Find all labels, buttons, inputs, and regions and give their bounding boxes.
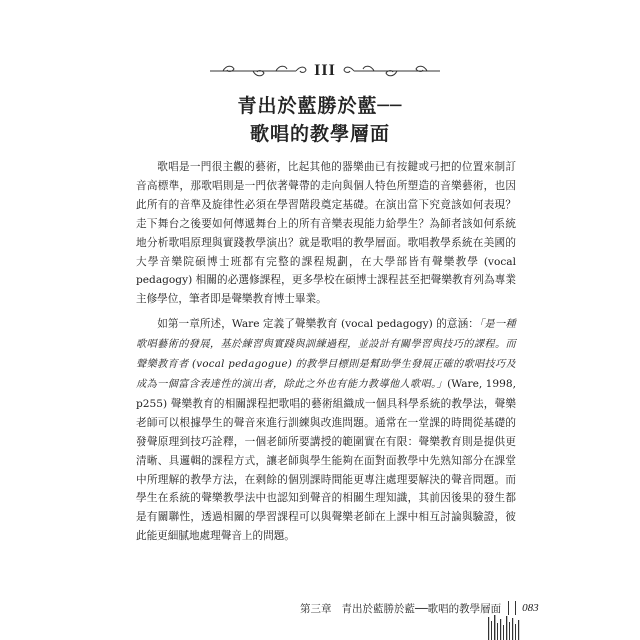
paragraph-2	[136, 315, 516, 546]
decorative-bars-icon	[486, 613, 522, 640]
paragraph-2-intro: 如第一章所述，Ware 定義了聲樂教育 (vocal pedagogy) 的意涵：	[157, 318, 479, 331]
chapter-title-line2: 歌唱的教學層面	[249, 123, 390, 145]
chapter-title-line1: 青出於藍勝於藍──	[237, 95, 403, 117]
page-number: 083	[522, 602, 539, 614]
paragraph-1: 歌唱是一門很主觀的藝術，比起其他的器樂曲已有按鍵或弓把的位置來制訂音高標準，那歌唱則是一門依著聲帶的走向與個人特色所塑造的音樂藝術，也因此所有的音準及旋律性必須在學習階段奠定基礎。在演出當下究竟該如何表現？走下舞台之後要如何傳遞舞台上的所有音樂表現能力給學生？為師者該如何系統地分析歌唱原理與實踐教學演出？就是歌唱的教學層面。歌唱教學系統在美國的大學音樂院碩博士班都有完整的課程規劃，在大學部皆有聲樂教學 (vocal pedagogy) 相關的必選修課程，更多學校在碩博士課程甚至把聲樂教育列為專業主修學位，筆者即是聲樂教育博士畢業。	[136, 161, 516, 306]
footer-chapter-label: 第三章	[300, 602, 332, 615]
right-ornament-icon	[342, 63, 442, 79]
left-ornament-icon	[208, 63, 308, 79]
body-text	[136, 158, 516, 546]
chapter-numeral: III	[314, 62, 336, 79]
paragraph-2-rest: (Ware, 1998, p255) 聲樂教育的相關課程把歌唱的藝術組織成一個具科學系統的教學法，聲樂老師可以根據學生的聲音來進行訓練與改進問題。通常在一堂課的時間從基礎的發聲原理到技巧詮釋，一個老師所要講授的範圍實在有限：聲樂教育則是提供更清晰、具邏輯的課程方式，讓老師與學生能夠在面對面教學中先熟知部分在課堂中所理解的教學方法，在剩餘的個別課時間能更專注處理要解決的聲音問題。而學生在系統的聲樂教學法中也認知到聲音的相關生理知識，其前因後果的發生都是有關聯性，透過相關的學習課程可以與聲樂老師在上課中相互討論與驗證，彼此能更細膩地處理聲音上的問題。	[136, 377, 516, 543]
ware-quote: 「是一種歌唱藝術的發展，基於練習與實踐與訓練過程，並設計有關學習與技巧的課程。而聲樂教育者 (vocal pedagogue) 的教學目標則是幫助學生發展正確的歌唱技巧及成為一個富含表達性的演出者，除此之外也有能力教導他人歌唱。」	[136, 319, 516, 390]
chapter-title	[0, 92, 640, 148]
chapter-header	[175, 60, 475, 82]
footer-chapter-title: 青出於藍勝於藍──歌唱的教學層面	[341, 602, 502, 615]
